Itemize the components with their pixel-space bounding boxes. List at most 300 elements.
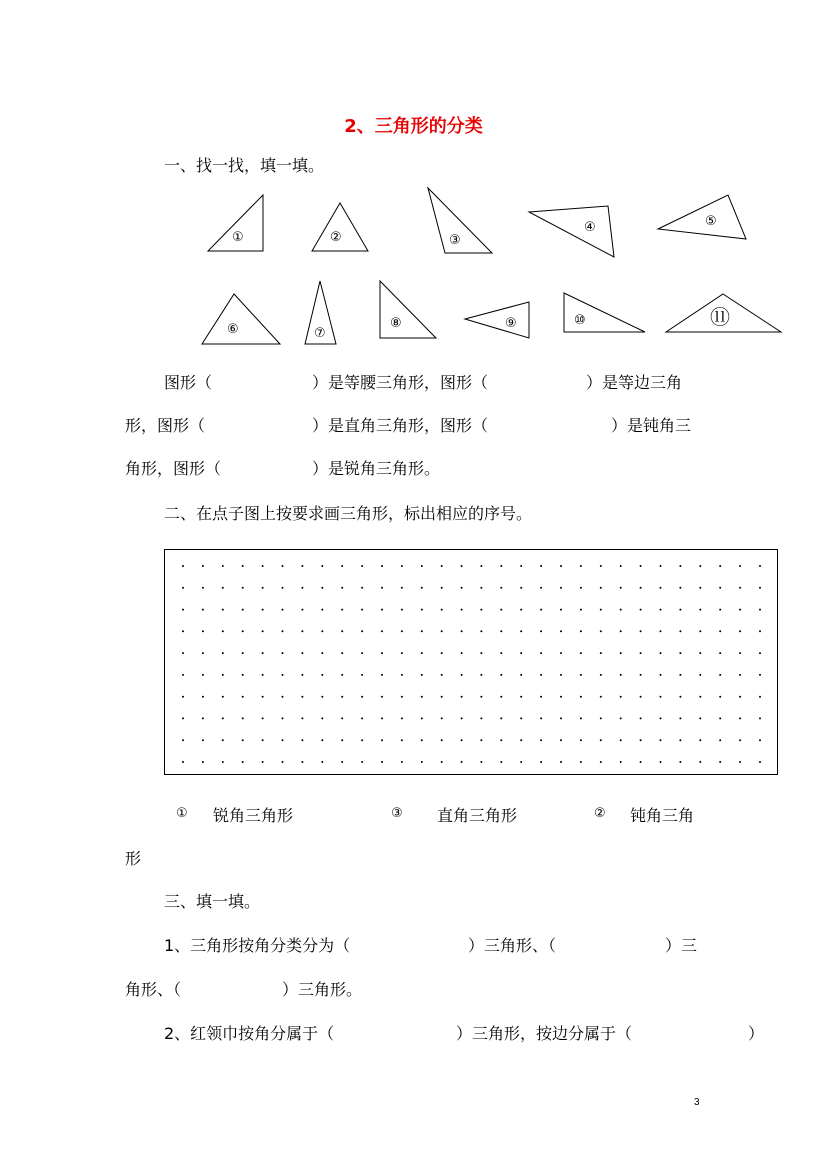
q2-part-b: ）三角形，按边分属于（ <box>456 1024 633 1043</box>
grid-dot <box>321 630 323 632</box>
grid-dot <box>182 609 184 611</box>
blank-line-2c: ）是钝角三 <box>611 416 692 435</box>
item2-number: ③ <box>391 806 403 821</box>
page-title: 2、三角形的分类 <box>344 116 483 137</box>
grid-dot <box>580 630 582 632</box>
grid-dot <box>401 609 403 611</box>
grid-dot <box>242 630 244 632</box>
grid-dot <box>620 696 622 698</box>
grid-dot <box>600 652 602 654</box>
grid-dot <box>640 674 642 676</box>
grid-dot <box>441 696 443 698</box>
grid-dot <box>401 761 403 763</box>
grid-dot <box>441 630 443 632</box>
grid-dot <box>262 565 264 567</box>
grid-dot <box>341 565 343 567</box>
grid-dot <box>520 587 522 589</box>
grid-dot <box>520 717 522 719</box>
grid-dot <box>421 565 423 567</box>
grid-dot <box>282 739 284 741</box>
grid-dot <box>461 630 463 632</box>
grid-dot <box>381 587 383 589</box>
grid-dot <box>341 587 343 589</box>
grid-dot <box>620 587 622 589</box>
grid-dot <box>401 717 403 719</box>
grid-dot <box>560 652 562 654</box>
q1-part-d: 角形、（ <box>125 980 182 999</box>
grid-dot <box>262 696 264 698</box>
grid-dot <box>361 652 363 654</box>
grid-dot <box>282 652 284 654</box>
grid-dot <box>719 674 721 676</box>
grid-dot <box>421 587 423 589</box>
grid-dot <box>759 674 761 676</box>
grid-dot <box>480 609 482 611</box>
grid-dot <box>739 674 741 676</box>
grid-dot <box>381 652 383 654</box>
section1-heading: 一、找一找，填一填。 <box>164 156 325 175</box>
grid-dot <box>580 717 582 719</box>
grid-dot <box>301 696 303 698</box>
grid-dot <box>620 652 622 654</box>
grid-dot <box>361 674 363 676</box>
grid-dot <box>620 761 622 763</box>
grid-dot <box>301 652 303 654</box>
grid-dot <box>381 674 383 676</box>
grid-dot <box>660 587 662 589</box>
grid-dot <box>500 717 502 719</box>
grid-dot <box>679 587 681 589</box>
grid-dot <box>341 696 343 698</box>
q1-part-c: ）三 <box>665 936 698 955</box>
grid-dot <box>262 587 264 589</box>
grid-dot <box>679 674 681 676</box>
grid-dot <box>679 565 681 567</box>
grid-dot <box>301 761 303 763</box>
dot-grid[interactable] <box>164 549 778 775</box>
grid-dot <box>640 739 642 741</box>
triangle-4 <box>529 206 614 257</box>
triangle-label-11: ⑪ <box>710 305 730 329</box>
grid-dot <box>401 652 403 654</box>
grid-dot <box>560 761 562 763</box>
grid-dot <box>719 717 721 719</box>
grid-dot <box>341 717 343 719</box>
blank-line-3b: ）是锐角三角形。 <box>312 459 441 478</box>
grid-dot <box>540 717 542 719</box>
grid-dot <box>699 739 701 741</box>
grid-dot <box>381 565 383 567</box>
grid-dot <box>699 717 701 719</box>
grid-dot <box>182 652 184 654</box>
grid-dot <box>580 696 582 698</box>
grid-dot <box>520 739 522 741</box>
grid-dot <box>282 587 284 589</box>
triangle-label-2: ② <box>330 230 342 245</box>
grid-dot <box>640 761 642 763</box>
grid-dot <box>759 739 761 741</box>
grid-dot <box>381 717 383 719</box>
grid-dot <box>421 630 423 632</box>
grid-dot <box>560 609 562 611</box>
blank-line-3a: 角形，图形（ <box>125 459 222 478</box>
grid-dot <box>321 609 323 611</box>
grid-dot <box>679 609 681 611</box>
triangle-figures <box>0 0 827 360</box>
item3-text-cont: 形 <box>125 849 142 868</box>
grid-dot <box>401 674 403 676</box>
grid-dot <box>421 674 423 676</box>
grid-dot <box>282 696 284 698</box>
grid-dot <box>321 761 323 763</box>
grid-dot <box>620 674 622 676</box>
grid-dot <box>560 630 562 632</box>
grid-dot <box>321 717 323 719</box>
grid-dot <box>441 761 443 763</box>
grid-dot <box>620 630 622 632</box>
grid-dot <box>719 652 721 654</box>
grid-dot <box>620 565 622 567</box>
grid-dot <box>461 739 463 741</box>
q2-part-a: 2、红领巾按角分属于（ <box>164 1024 335 1043</box>
triangle-label-10: ⑩ <box>574 313 586 328</box>
item3-text: 钝角三角 <box>630 806 695 825</box>
grid-dot <box>242 652 244 654</box>
grid-dot <box>341 674 343 676</box>
grid-dot <box>699 761 701 763</box>
grid-dot <box>242 609 244 611</box>
grid-dot <box>202 565 204 567</box>
grid-dot <box>202 587 204 589</box>
grid-dot <box>361 609 363 611</box>
q2-part-c: ） <box>748 1024 765 1043</box>
grid-dot <box>381 630 383 632</box>
grid-dot <box>222 674 224 676</box>
grid-dot <box>222 630 224 632</box>
grid-dot <box>222 739 224 741</box>
grid-dot <box>500 652 502 654</box>
grid-dot <box>640 717 642 719</box>
grid-dot <box>381 761 383 763</box>
grid-dot <box>282 630 284 632</box>
grid-dot <box>759 717 761 719</box>
grid-dot <box>222 696 224 698</box>
grid-dot <box>560 674 562 676</box>
grid-dot <box>500 739 502 741</box>
triangle-label-5: ⑤ <box>705 214 717 229</box>
grid-dot <box>580 739 582 741</box>
grid-dot <box>421 652 423 654</box>
grid-dot <box>361 565 363 567</box>
triangle-label-4: ④ <box>584 220 596 235</box>
triangle-label-8: ⑧ <box>390 316 402 331</box>
grid-dot <box>361 587 363 589</box>
grid-dot <box>401 696 403 698</box>
grid-dot <box>500 565 502 567</box>
grid-dot <box>341 630 343 632</box>
grid-dot <box>461 609 463 611</box>
grid-dot <box>301 565 303 567</box>
grid-dot <box>719 630 721 632</box>
grid-dot <box>500 761 502 763</box>
grid-dot <box>202 761 204 763</box>
grid-dot <box>341 652 343 654</box>
grid-dot <box>600 587 602 589</box>
grid-dot <box>759 630 761 632</box>
grid-dot <box>480 717 482 719</box>
grid-dot <box>182 565 184 567</box>
grid-dot <box>461 696 463 698</box>
grid-dot <box>759 696 761 698</box>
grid-dot <box>679 717 681 719</box>
grid-dot <box>202 739 204 741</box>
grid-dot <box>759 609 761 611</box>
grid-dot <box>441 609 443 611</box>
grid-dot <box>640 652 642 654</box>
grid-dot <box>321 652 323 654</box>
grid-dot <box>222 565 224 567</box>
grid-dot <box>282 565 284 567</box>
grid-dot <box>739 587 741 589</box>
grid-dot <box>560 565 562 567</box>
grid-dot <box>421 696 423 698</box>
grid-dot <box>719 587 721 589</box>
grid-dot <box>282 761 284 763</box>
grid-dot <box>620 609 622 611</box>
grid-dot <box>600 674 602 676</box>
grid-dot <box>222 717 224 719</box>
grid-dot <box>719 696 721 698</box>
grid-dot <box>441 652 443 654</box>
grid-dot <box>262 609 264 611</box>
grid-dot <box>421 609 423 611</box>
grid-dot <box>480 696 482 698</box>
grid-dot <box>679 652 681 654</box>
grid-dot <box>699 696 701 698</box>
grid-dot <box>600 761 602 763</box>
grid-dot <box>262 739 264 741</box>
grid-dot <box>401 565 403 567</box>
grid-dot <box>341 761 343 763</box>
grid-dot <box>242 761 244 763</box>
grid-dot <box>301 630 303 632</box>
grid-dot <box>182 630 184 632</box>
grid-dot <box>739 652 741 654</box>
grid-dot <box>739 696 741 698</box>
grid-dot <box>202 696 204 698</box>
grid-dot <box>321 565 323 567</box>
grid-dot <box>361 739 363 741</box>
grid-dot <box>719 739 721 741</box>
grid-dot <box>341 739 343 741</box>
grid-dot <box>222 609 224 611</box>
grid-dot <box>242 739 244 741</box>
grid-dot <box>461 565 463 567</box>
grid-dot <box>540 761 542 763</box>
grid-dot <box>301 587 303 589</box>
grid-dot <box>580 587 582 589</box>
triangle-label-1: ① <box>232 230 244 245</box>
grid-dot <box>222 761 224 763</box>
grid-dot <box>719 565 721 567</box>
triangle-label-7: ⑦ <box>314 326 326 341</box>
page-number: 3 <box>694 1097 700 1108</box>
grid-dot <box>739 717 741 719</box>
triangle-6 <box>202 294 280 344</box>
triangle-8 <box>380 281 436 338</box>
grid-dot <box>421 739 423 741</box>
grid-dot <box>699 674 701 676</box>
grid-dot <box>540 565 542 567</box>
grid-dot <box>242 717 244 719</box>
grid-dot <box>660 674 662 676</box>
grid-dot <box>381 739 383 741</box>
grid-dot <box>540 696 542 698</box>
grid-dot <box>182 717 184 719</box>
grid-dot <box>660 717 662 719</box>
grid-dot <box>461 652 463 654</box>
grid-dot <box>242 674 244 676</box>
grid-dot <box>600 565 602 567</box>
grid-dot <box>500 696 502 698</box>
grid-dot <box>660 652 662 654</box>
grid-dot <box>381 696 383 698</box>
q1-part-b: ）三角形、（ <box>468 936 557 955</box>
grid-dot <box>699 630 701 632</box>
grid-dot <box>600 696 602 698</box>
grid-dot <box>500 630 502 632</box>
grid-dot <box>580 761 582 763</box>
grid-dot <box>222 587 224 589</box>
grid-dot <box>480 739 482 741</box>
grid-dot <box>500 674 502 676</box>
grid-dot <box>242 696 244 698</box>
grid-dot <box>182 674 184 676</box>
triangle-9 <box>465 302 529 338</box>
dot-grid-dots <box>165 550 779 776</box>
blank-line-1c: ）是等边三角 <box>586 373 683 392</box>
grid-dot <box>600 717 602 719</box>
grid-dot <box>540 587 542 589</box>
grid-dot <box>739 761 741 763</box>
grid-dot <box>262 761 264 763</box>
grid-dot <box>679 739 681 741</box>
grid-dot <box>520 674 522 676</box>
grid-dot <box>699 609 701 611</box>
grid-dot <box>660 609 662 611</box>
grid-dot <box>480 652 482 654</box>
grid-dot <box>182 587 184 589</box>
grid-dot <box>242 565 244 567</box>
grid-dot <box>461 717 463 719</box>
grid-dot <box>739 739 741 741</box>
grid-dot <box>301 739 303 741</box>
grid-dot <box>699 652 701 654</box>
grid-dot <box>540 739 542 741</box>
blank-line-2b: ）是直角三角形，图形（ <box>312 416 489 435</box>
grid-dot <box>282 609 284 611</box>
grid-dot <box>759 587 761 589</box>
triangle-5 <box>658 195 746 239</box>
triangle-label-6: ⑥ <box>227 322 239 337</box>
triangle-label-3: ③ <box>449 233 461 248</box>
q1-part-e: ）三角形。 <box>282 980 363 999</box>
grid-dot <box>660 565 662 567</box>
grid-dot <box>520 630 522 632</box>
grid-dot <box>480 630 482 632</box>
triangle-label-9: ⑨ <box>505 316 517 331</box>
grid-dot <box>182 696 184 698</box>
grid-dot <box>421 717 423 719</box>
grid-dot <box>560 739 562 741</box>
item1-text: 锐角三角形 <box>213 806 294 825</box>
grid-dot <box>480 587 482 589</box>
grid-dot <box>660 630 662 632</box>
blank-line-2a: 形，图形（ <box>125 416 206 435</box>
grid-dot <box>301 674 303 676</box>
grid-dot <box>361 696 363 698</box>
grid-dot <box>461 761 463 763</box>
grid-dot <box>679 761 681 763</box>
grid-dot <box>640 587 642 589</box>
grid-dot <box>699 565 701 567</box>
grid-dot <box>540 609 542 611</box>
grid-dot <box>759 565 761 567</box>
grid-dot <box>321 739 323 741</box>
grid-dot <box>660 739 662 741</box>
grid-dot <box>660 696 662 698</box>
section2-heading: 二、在点子图上按要求画三角形，标出相应的序号。 <box>164 504 533 523</box>
grid-dot <box>301 717 303 719</box>
grid-dot <box>580 609 582 611</box>
grid-dot <box>600 739 602 741</box>
section3-heading: 三、填一填。 <box>164 892 261 911</box>
grid-dot <box>361 630 363 632</box>
grid-dot <box>262 674 264 676</box>
grid-dot <box>341 609 343 611</box>
grid-dot <box>739 630 741 632</box>
grid-dot <box>461 674 463 676</box>
grid-dot <box>679 630 681 632</box>
grid-dot <box>759 761 761 763</box>
grid-dot <box>361 761 363 763</box>
grid-dot <box>600 609 602 611</box>
grid-dot <box>520 565 522 567</box>
grid-dot <box>640 609 642 611</box>
grid-dot <box>500 587 502 589</box>
grid-dot <box>480 565 482 567</box>
grid-dot <box>520 761 522 763</box>
grid-dot <box>421 761 423 763</box>
grid-dot <box>679 696 681 698</box>
grid-dot <box>620 717 622 719</box>
blank-line-1b: ）是等腰三角形，图形（ <box>312 373 489 392</box>
grid-dot <box>719 761 721 763</box>
grid-dot <box>739 609 741 611</box>
grid-dot <box>580 652 582 654</box>
grid-dot <box>182 761 184 763</box>
grid-dot <box>640 696 642 698</box>
grid-dot <box>739 565 741 567</box>
grid-dot <box>520 652 522 654</box>
grid-dot <box>441 587 443 589</box>
grid-dot <box>660 761 662 763</box>
blank-line-1a: 图形（ <box>164 373 213 392</box>
grid-dot <box>441 565 443 567</box>
grid-dot <box>759 652 761 654</box>
grid-dot <box>222 652 224 654</box>
grid-dot <box>600 630 602 632</box>
